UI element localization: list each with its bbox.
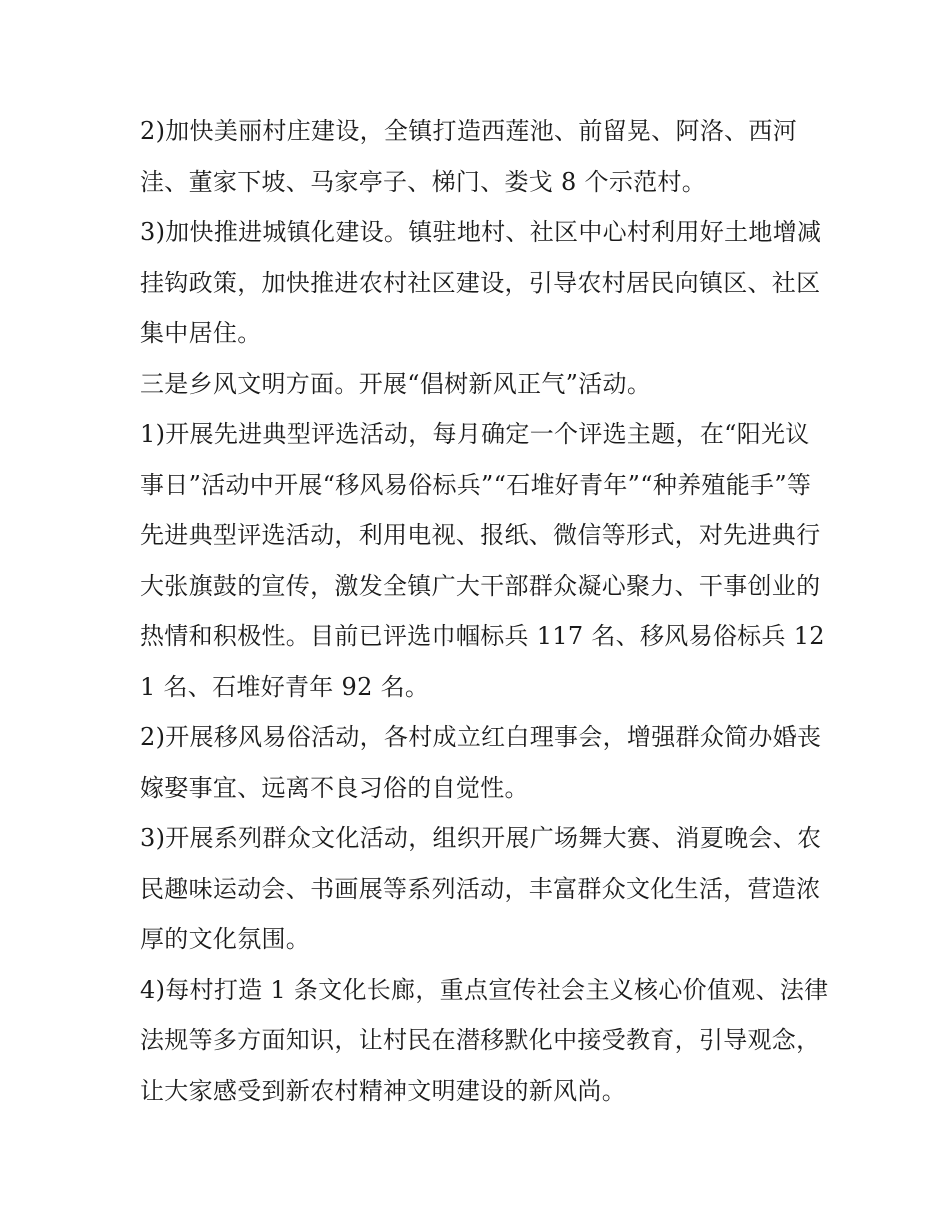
paragraph-model-selection: 1)开展先进典型评选活动，每月确定一个评选主题，在“阳光议事日”活动中开展“移风易俗标兵”“石堆好青年”“种养殖能手”等先进典型评选活动，利用电视、报纸、微信等形式，对先进典行大张旗鼓的宣传，激发全镇广大干部群众凝心聚力、干事创业的热情和积极性。目前已评选巾帼标兵 117 名、移风易俗标兵 121 名、石堆好青年 92 名。 [140,420,825,701]
paragraph-customs-reform: 2)开展移风易俗活动，各村成立红白理事会，增强群众简办婚丧嫁娶事宜、远离不良习俗的自觉性。 [140,723,822,802]
paragraph-culture-corridor: 4)每村打造 1 条文化长廊，重点宣传社会主义核心价值观、法律法规等多方面知识，让村民在潜移默化中接受教育，引导观念，让大家感受到新农村精神文明建设的新风尚。 [140,975,829,1105]
paragraph-cultural-activities: 3)开展系列群众文化活动，组织开展广场舞大赛、消夏晚会、农民趣味运动会、书画展等系列活动，丰富群众文化生活，营造浓厚的文化氛围。 [140,824,822,953]
paragraph-civility-heading: 三是乡风文明方面。开展“倡树新风正气”活动。 [140,369,652,398]
document-body [140,106,830,1116]
paragraph-urbanization: 3)加快推进城镇化建设。镇驻地村、社区中心村利用好土地增减挂钩政策，加快推进农村社区建设，引导农村居民向镇区、社区集中居住。 [140,218,822,347]
paragraph-beautiful-villages: 2)加快美丽村庄建设，全镇打造西莲池、前留晃、阿洛、西河洼、董家下坡、马家亭子、梯门、娄戈 8 个示范村。 [140,117,798,196]
